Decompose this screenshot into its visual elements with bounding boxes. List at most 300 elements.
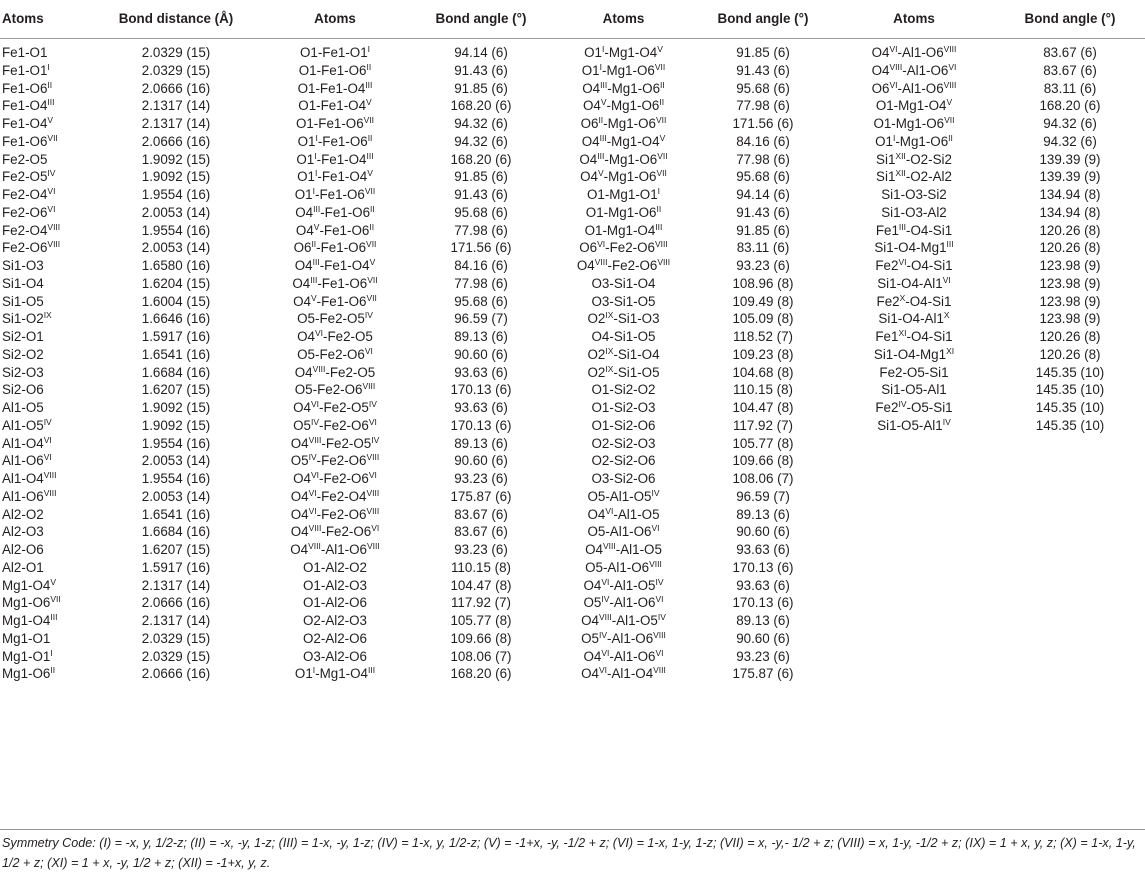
- cell-angle-value-a: 95.68 (6): [454, 204, 508, 220]
- cell-bond-distance: 2.0053 (14): [141, 453, 211, 469]
- cell-angle-value-a: 170.13 (6): [450, 417, 512, 433]
- cell-angle-atoms-a: $O4^{VI}-Fe2-O6^{VI}$: [293, 470, 377, 486]
- cell-bond-atoms: Fe2-O5: [2, 151, 48, 167]
- cell-angle-atoms-a: $O1^I-Mg1-O4^{III}$: [294, 665, 376, 682]
- cell-bond-distance: 2.0329 (15): [141, 630, 211, 646]
- cell-angle-value-c: 145.35 (10): [1035, 417, 1105, 433]
- cell-angle-atoms-a: $O1^I-Fe1-O4^V$: [297, 168, 373, 185]
- table-body: [0, 39, 1145, 684]
- cell-angle-value-b: 91.43 (6): [736, 62, 790, 78]
- table-row: [0, 97, 1145, 115]
- cell-angle-value-c: [995, 630, 1145, 648]
- cell-angle-value-b: 170.13 (6): [732, 595, 794, 611]
- header-atoms-1: Atoms: [0, 0, 90, 39]
- cell-bond-atoms: Al2-O2: [2, 506, 44, 522]
- cell-angle-atoms-b: $O5^{IV}-Al1-O6^{VIII}$: [581, 629, 666, 646]
- cell-angle-atoms-b: O3-Si1-O5: [591, 293, 656, 309]
- cell-angle-atoms-b: $O2^{IX}-Si1-O3$: [587, 310, 660, 327]
- cell-angle-value-c: [995, 612, 1145, 630]
- cell-angle-value-b: 93.63 (6): [736, 542, 790, 557]
- table-row: [0, 62, 1145, 80]
- cell-angle-atoms-b: $O1^I-Mg1-O6^{VII}$: [581, 61, 666, 78]
- table-row: [0, 275, 1145, 293]
- cell-angle-value-c: 83.67 (6): [1043, 45, 1097, 60]
- cell-angle-atoms-a: O1-Al2-O2: [303, 559, 367, 575]
- cell-angle-atoms-a: $O1-Fe1-O4^V$: [298, 97, 372, 114]
- cell-angle-value-a: 91.85 (6): [454, 80, 508, 96]
- cell-angle-value-a: 91.43 (6): [454, 62, 508, 78]
- cell-bond-distance: 1.9092 (15): [141, 169, 211, 185]
- cell-angle-value-a: 96.59 (7): [454, 311, 508, 327]
- cell-angle-atoms-a: O2-Al2-O6: [303, 630, 367, 646]
- cell-angle-value-a: 89.13 (6): [454, 435, 508, 451]
- cell-angle-atoms-a: $O4^{III}-Fe1-O4^V$: [294, 257, 376, 273]
- cell-bond-distance: 1.5917 (16): [141, 559, 211, 575]
- cell-angle-value-a: 93.23 (6): [454, 542, 508, 557]
- cell-angle-value-b: 110.15 (8): [732, 382, 794, 398]
- cell-bond-distance: 2.0666 (16): [141, 666, 211, 682]
- cell-angle-atoms-b: $O4^V-Mg1-O6^{VII}$: [580, 168, 667, 185]
- cell-bond-distance: 1.9554 (16): [141, 471, 211, 486]
- cell-angle-atoms-b: O1-Si2-O3: [591, 400, 656, 415]
- cell-angle-value-a: 94.32 (6): [454, 116, 508, 131]
- table-row: [0, 293, 1145, 311]
- cell-bond-distance: 1.6684 (16): [141, 364, 211, 380]
- cell-angle-atoms-c: Si1-O3-Al2: [881, 204, 947, 220]
- cell-angle-value-c: 168.20 (6): [1039, 98, 1101, 114]
- table-row: [0, 665, 1145, 683]
- cell-angle-value-c: 145.35 (10): [1035, 400, 1105, 415]
- cell-angle-atoms-b: $O4^{VIII}-Al1-O5^{IV}$: [581, 612, 666, 628]
- cell-angle-atoms-b: $O4^{III}-Mg1-O6^{VII}$: [579, 150, 668, 167]
- cell-bond-atoms: $Mg1-O6^{VII}$: [2, 594, 61, 611]
- cell-bond-atoms: $Mg1-O6^{II}$: [2, 665, 56, 682]
- cell-bond-distance: 2.0329 (15): [141, 62, 211, 78]
- header-atoms-2: Atoms: [262, 0, 408, 39]
- table-row: [0, 151, 1145, 169]
- cell-bond-atoms: $Fe1-O6^{VII}$: [2, 132, 58, 149]
- cell-angle-atoms-a: $O5-Fe2-O6^{VIII}$: [294, 381, 376, 398]
- cell-angle-value-a: 90.60 (6): [454, 346, 508, 362]
- table-row: [0, 630, 1145, 648]
- cell-angle-value-b: 175.87 (6): [732, 666, 794, 682]
- cell-angle-value-a: 83.67 (6): [454, 524, 508, 540]
- cell-angle-atoms-b: $O6^{VI}-Fe2-O6^{VIII}$: [579, 239, 668, 256]
- cell-angle-value-b: 91.85 (6): [736, 45, 790, 60]
- cell-angle-value-c: 83.11 (6): [1043, 80, 1097, 96]
- cell-angle-value-c: 134.94 (8): [1039, 204, 1101, 220]
- cell-bond-distance: 1.6541 (16): [141, 346, 211, 362]
- cell-angle-atoms-b: $O6^{II}-Mg1-O6^{VII}$: [580, 115, 667, 131]
- cell-angle-atoms-c: [833, 452, 995, 470]
- table-row: [0, 168, 1145, 186]
- cell-angle-atoms-c: $Fe1^{XI}-O4-Si1$: [875, 328, 953, 344]
- cell-angle-value-c: 120.26 (8): [1039, 329, 1101, 344]
- cell-bond-atoms: $Fe1-O1^I$: [2, 61, 50, 78]
- cell-angle-value-c: [995, 435, 1145, 453]
- footer-divider: [0, 829, 1145, 830]
- cell-angle-value-b: 95.68 (6): [736, 169, 790, 185]
- cell-angle-value-b: 93.63 (6): [736, 577, 790, 593]
- cell-bond-distance: 2.0053 (14): [141, 204, 211, 220]
- cell-angle-atoms-a: $O4^{III}-Fe1-O6^{II}$: [295, 203, 375, 220]
- cell-angle-value-c: 120.26 (8): [1039, 222, 1101, 238]
- cell-angle-value-a: 94.32 (6): [454, 133, 508, 149]
- cell-angle-atoms-b: O3-Si2-O6: [591, 471, 656, 486]
- cell-angle-value-a: 95.68 (6): [454, 293, 508, 309]
- cell-bond-distance: 1.6207 (15): [141, 382, 211, 398]
- cell-angle-value-a: 89.13 (6): [454, 329, 508, 344]
- cell-angle-value-c: 139.39 (9): [1039, 151, 1101, 167]
- cell-angle-value-b: 91.43 (6): [736, 204, 790, 220]
- cell-angle-value-b: 170.13 (6): [732, 559, 794, 575]
- cell-bond-atoms: $Fe2-O6^{VIII}$: [2, 239, 61, 256]
- cell-angle-atoms-c: [833, 612, 995, 630]
- cell-angle-value-a: 93.63 (6): [454, 400, 508, 415]
- cell-angle-atoms-c: $Fe2^X-O4-Si1$: [876, 292, 952, 309]
- cell-angle-atoms-a: $O4^{VIII}-Fe2-O6^{VI}$: [290, 523, 380, 540]
- cell-angle-atoms-a: $O4^V-Fe1-O6^{II}$: [295, 221, 375, 238]
- table-header: [0, 0, 1145, 39]
- table-row: [0, 310, 1145, 328]
- cell-bond-atoms: $Fe1-O6^{II}$: [2, 79, 53, 96]
- cell-angle-value-a: 170.13 (6): [450, 382, 512, 398]
- cell-angle-atoms-c: [833, 594, 995, 612]
- cell-angle-value-b: 105.77 (8): [732, 435, 794, 451]
- cell-bond-distance: 2.0053 (14): [141, 488, 211, 504]
- cell-angle-value-a: 77.98 (6): [454, 275, 508, 291]
- cell-bond-atoms: $Fe2-O4^{VIII}$: [2, 221, 61, 238]
- cell-bond-distance: 2.1317 (14): [141, 116, 211, 131]
- cell-angle-value-b: 105.09 (8): [732, 311, 794, 327]
- cell-bond-atoms: Al2-O1: [2, 559, 44, 575]
- cell-angle-atoms-b: $O4^{VI}-Al1-O6^{VI}$: [583, 647, 664, 664]
- cell-angle-value-b: 109.66 (8): [732, 453, 794, 469]
- table-row: [0, 399, 1145, 417]
- cell-angle-atoms-a: $O1-Fe1-O6^{VII}$: [295, 115, 375, 131]
- cell-bond-distance: 1.9554 (16): [141, 222, 211, 238]
- cell-bond-distance: 1.6646 (16): [141, 311, 211, 327]
- cell-bond-atoms: $Al1-O6^{VI}$: [2, 452, 52, 469]
- cell-bond-atoms: Si2-O1: [2, 329, 44, 344]
- cell-angle-atoms-b: $O4^V-Mg1-O6^{II}$: [582, 97, 665, 114]
- cell-angle-value-b: 93.23 (6): [736, 258, 790, 273]
- cell-angle-atoms-a: $O4^{III}-Fe1-O6^{VII}$: [292, 274, 378, 291]
- cell-angle-atoms-a: $O1-Fe1-O1^I$: [299, 44, 371, 60]
- cell-angle-atoms-a: O2-Al2-O3: [303, 613, 367, 628]
- cell-angle-value-b: 91.85 (6): [736, 222, 790, 238]
- cell-angle-atoms-c: $O6^{VI}-Al1-O6^{VIII}$: [871, 79, 957, 96]
- cell-bond-distance: 1.6004 (15): [141, 293, 211, 309]
- cell-angle-atoms-b: $O1-Mg1-O1^I$: [586, 186, 661, 202]
- cell-angle-atoms-b: $O4^{III}-Mg1-O4^V$: [581, 132, 666, 149]
- cell-bond-atoms: Mg1-O1: [2, 630, 51, 646]
- table-row: [0, 346, 1145, 364]
- cell-bond-distance: 2.0666 (16): [141, 595, 211, 611]
- header-bond-distance: Bond distance (Å): [90, 0, 262, 39]
- cell-angle-atoms-c: $Si1-O4-Al1^{VI}$: [877, 274, 951, 291]
- cell-angle-atoms-b: $O4^{VIII}-Al1-O5$: [585, 541, 662, 557]
- cell-angle-value-b: 90.60 (6): [736, 524, 790, 540]
- cell-angle-value-a: 91.85 (6): [454, 169, 508, 185]
- table-row: [0, 523, 1145, 541]
- cell-angle-atoms-a: O1-Al2-O3: [303, 577, 367, 593]
- cell-bond-atoms: $Al1-O4^{VIII}$: [2, 470, 57, 486]
- cell-angle-atoms-b: O1-Si2-O2: [591, 382, 656, 398]
- cell-angle-atoms-c: $O1-Mg1-O4^V$: [875, 97, 953, 114]
- cell-bond-distance: 1.6580 (16): [141, 258, 211, 273]
- cell-angle-atoms-c: [833, 665, 995, 683]
- table-row: [0, 594, 1145, 612]
- cell-bond-atoms: Fe1-O1: [2, 45, 48, 60]
- cell-angle-value-b: 83.11 (6): [736, 240, 790, 256]
- cell-angle-atoms-c: $Si1-O4-Al1^X$: [878, 310, 950, 327]
- cell-angle-value-c: 139.39 (9): [1039, 169, 1101, 185]
- cell-bond-atoms: $Fe1-O4^V$: [2, 115, 54, 131]
- cell-angle-atoms-c: $Si1-O4-Mg1^{XI}$: [873, 345, 955, 362]
- cell-angle-value-c: [995, 577, 1145, 595]
- cell-angle-atoms-c: $Si1^{XII}-O2-Al2$: [876, 168, 952, 185]
- cell-angle-value-c: 94.32 (6): [1043, 133, 1097, 149]
- cell-bond-atoms: Si2-O6: [2, 382, 44, 398]
- cell-angle-value-c: 123.98 (9): [1039, 275, 1101, 291]
- cell-angle-atoms-a: $O5-Fe2-O6^{VI}$: [297, 345, 373, 362]
- cell-angle-value-c: [995, 559, 1145, 577]
- table-row: [0, 204, 1145, 222]
- cell-bond-atoms: Si2-O2: [2, 346, 44, 362]
- cell-angle-atoms-c: [833, 435, 995, 453]
- cell-angle-atoms-a: O1-Al2-O6: [303, 595, 367, 611]
- cell-angle-atoms-b: O4-Si1-O5: [591, 329, 656, 344]
- cell-bond-atoms: $Si1-O2^{IX}$: [2, 310, 52, 327]
- cell-angle-atoms-b: $O4^{VIII}-Fe2-O6^{VIII}$: [576, 257, 671, 273]
- cell-angle-atoms-b: $O5^{IV}-Al1-O6^{VI}$: [583, 594, 664, 611]
- cell-angle-value-a: 84.16 (6): [454, 258, 508, 273]
- cell-angle-atoms-a: $O4^{VI}-Fe2-O5$: [297, 328, 373, 344]
- cell-bond-distance: 1.9092 (15): [141, 151, 211, 167]
- cell-angle-atoms-b: $O5-Al1-O6^{VI}$: [587, 523, 660, 540]
- cell-angle-atoms-a: $O1^I-Fe1-O4^{III}$: [296, 150, 374, 167]
- cell-angle-value-a: 110.15 (8): [450, 559, 512, 575]
- cell-angle-value-c: 83.67 (6): [1043, 62, 1097, 78]
- header-bond-angle-2: Bond angle (°): [693, 0, 833, 39]
- cell-angle-atoms-c: $O1-Mg1-O6^{VII}$: [873, 115, 955, 131]
- cell-angle-atoms-b: $O5-Al1-O6^{VIII}$: [585, 558, 662, 575]
- cell-angle-atoms-c: [833, 577, 995, 595]
- table-row: [0, 133, 1145, 151]
- cell-angle-atoms-a: $O5^{IV}-Fe2-O6^{VIII}$: [290, 452, 380, 469]
- cell-angle-value-b: 77.98 (6): [736, 98, 790, 114]
- cell-bond-distance: 1.9092 (15): [141, 417, 211, 433]
- cell-angle-atoms-a: O3-Al2-O6: [303, 648, 367, 664]
- cell-bond-atoms: $Fe2-O6^{VI}$: [2, 203, 56, 220]
- cell-angle-value-c: 120.26 (8): [1039, 346, 1101, 362]
- cell-bond-distance: 2.0329 (15): [141, 45, 211, 60]
- cell-angle-value-c: 123.98 (9): [1039, 311, 1101, 327]
- cell-angle-value-b: 108.96 (8): [732, 275, 794, 291]
- cell-angle-value-b: 104.47 (8): [732, 400, 794, 415]
- cell-angle-atoms-c: $Si1-O4-Mg1^{III}$: [874, 239, 954, 256]
- cell-angle-value-a: 93.63 (6): [454, 364, 508, 380]
- cell-angle-value-c: [995, 523, 1145, 541]
- cell-angle-atoms-b: O2-Si2-O3: [591, 435, 656, 451]
- cell-bond-atoms: Al2-O6: [2, 542, 44, 557]
- cell-angle-atoms-b: $O4^{VI}-Al1-O4^{VIII}$: [581, 665, 666, 682]
- cell-bond-atoms: Si1-O3: [2, 258, 44, 273]
- table-row: [0, 452, 1145, 470]
- cell-angle-atoms-a: $O6^{II}-Fe1-O6^{VII}$: [293, 239, 377, 256]
- header-atoms-3: Atoms: [554, 0, 693, 39]
- table-row: [0, 577, 1145, 595]
- cell-angle-value-b: 118.52 (7): [732, 329, 794, 344]
- cell-angle-value-a: 83.67 (6): [454, 506, 508, 522]
- cell-angle-atoms-b: $O4^{III}-Mg1-O6^{II}$: [582, 79, 665, 96]
- cell-angle-value-c: [995, 488, 1145, 506]
- cell-bond-distance: 2.0329 (15): [141, 648, 211, 664]
- cell-bond-atoms: Si2-O3: [2, 364, 44, 380]
- cell-angle-value-b: 93.23 (6): [736, 648, 790, 664]
- cell-bond-atoms: $Fe1-O4^{III}$: [2, 97, 55, 114]
- symmetry-footnote: Symmetry Code: (I) = -x, y, 1/2-z; (II) = -x, -y, 1-z; (III) = 1-x, -y, 1-z; (IV) = 1-x, y, 1/2-z; (V) = -1+x, -y, -1/2 + z; (VI) = 1-x, 1-y, 1-z; (VII) = x, -y,- 1/2 + z; (VIII) = x, 1-y, -1/2 + z; (IX) = 1 + x, y, z; (X) = 1-x, 1-y, 1/2 + z; (XI) = 1 + x, -y, 1/2 + z; (XII) = -1+x, y, z.: [2, 836, 1136, 870]
- cell-angle-atoms-b: $O2^{IX}-Si1-O4$: [587, 345, 660, 362]
- cell-angle-atoms-a: $O5-Fe2-O5^{IV}$: [297, 310, 373, 327]
- cell-angle-atoms-a: $O1-Fe1-O6^{II}$: [298, 61, 372, 78]
- cell-angle-value-a: 77.98 (6): [454, 222, 508, 238]
- cell-angle-value-b: 109.49 (8): [732, 293, 794, 309]
- table-row: [0, 506, 1145, 524]
- cell-angle-value-a: 168.20 (6): [450, 666, 512, 682]
- cell-angle-value-c: [995, 594, 1145, 612]
- cell-angle-atoms-a: $O4^{VIII}-Fe2-O5$: [294, 363, 376, 380]
- cell-angle-value-b: 104.68 (8): [732, 364, 794, 380]
- table-row: [0, 648, 1145, 666]
- cell-angle-value-c: 134.94 (8): [1039, 187, 1101, 202]
- cell-angle-value-b: 77.98 (6): [736, 151, 790, 167]
- cell-angle-atoms-c: [833, 470, 995, 488]
- cell-bond-distance: 2.1317 (14): [141, 577, 211, 593]
- cell-angle-value-a: 105.77 (8): [450, 613, 512, 628]
- cell-angle-atoms-b: $O2^{IX}-Si1-O5$: [587, 363, 660, 380]
- table-row: [0, 39, 1145, 62]
- cell-bond-atoms: Si1-O4: [2, 275, 44, 291]
- cell-bond-atoms: $Al1-O4^{VI}$: [2, 434, 52, 451]
- cell-bond-atoms: Al1-O5: [2, 400, 44, 415]
- cell-angle-value-b: 108.06 (7): [732, 471, 794, 486]
- cell-angle-value-a: 175.87 (6): [450, 488, 512, 504]
- cell-angle-value-b: 171.56 (6): [732, 116, 794, 131]
- cell-angle-atoms-a: $O4^{VI}-Fe2-O6^{VIII}$: [290, 505, 380, 522]
- cell-angle-value-c: 145.35 (10): [1035, 364, 1105, 380]
- cell-angle-atoms-a: $O4^{VIII}-Fe2-O5^{IV}$: [290, 434, 380, 451]
- cell-angle-atoms-c: [833, 541, 995, 559]
- cell-angle-atoms-b: $O4^{VI}-Al1-O5$: [587, 505, 660, 522]
- cell-angle-value-b: 95.68 (6): [736, 80, 790, 96]
- cell-angle-atoms-c: [833, 488, 995, 506]
- header-row: [0, 0, 1145, 39]
- cell-bond-atoms: Al2-O3: [2, 524, 44, 540]
- cell-angle-value-c: 94.32 (6): [1043, 116, 1097, 131]
- cell-angle-value-a: 108.06 (7): [450, 648, 512, 664]
- cell-angle-atoms-c: Fe2-O5-Si1: [879, 364, 949, 380]
- cell-bond-distance: 1.6204 (15): [141, 275, 211, 291]
- cell-bond-distance: 1.6684 (16): [141, 524, 211, 540]
- cell-angle-atoms-c: $Si1^{XII}-O2-Si2$: [876, 150, 952, 167]
- cell-angle-atoms-a: $O4^{VI}-Fe2-O5^{IV}$: [293, 399, 377, 415]
- cell-bond-distance: 1.6541 (16): [141, 506, 211, 522]
- cell-angle-atoms-b: $O4^{VI}-Al1-O5^{IV}$: [583, 576, 664, 593]
- cell-angle-value-c: [995, 541, 1145, 559]
- cell-angle-atoms-a: $O4^V-Fe1-O6^{VII}$: [293, 292, 377, 309]
- cell-angle-atoms-c: $Fe2^{VI}-O4-Si1$: [875, 257, 953, 273]
- cell-bond-atoms: Si1-O5: [2, 293, 44, 309]
- cell-angle-value-a: 91.43 (6): [454, 187, 508, 202]
- table-row: [0, 257, 1145, 275]
- cell-angle-atoms-b: $O5-Al1-O5^{IV}$: [587, 487, 660, 504]
- header-bond-angle-3: Bond angle (°): [995, 0, 1145, 39]
- cell-angle-value-a: 168.20 (6): [450, 151, 512, 167]
- cell-bond-distance: 2.0666 (16): [141, 133, 211, 149]
- table-row: [0, 435, 1145, 453]
- table-row: [0, 115, 1145, 133]
- header-atoms-4: Atoms: [833, 0, 995, 39]
- cell-bond-atoms: $Al1-O5^{IV}$: [2, 416, 52, 433]
- cell-angle-value-b: 117.92 (7): [732, 417, 794, 433]
- cell-bond-atoms: $Al1-O6^{VIII}$: [2, 487, 57, 504]
- cell-angle-atoms-c: $Si1-O5-Al1^{IV}$: [877, 416, 951, 433]
- cell-angle-atoms-b: O3-Si1-O4: [591, 275, 656, 291]
- cell-angle-value-a: 109.66 (8): [450, 630, 512, 646]
- cell-bond-distance: 2.1317 (14): [141, 98, 211, 114]
- cell-bond-distance: 2.1317 (14): [141, 613, 211, 628]
- table-row: [0, 186, 1145, 204]
- cell-angle-value-b: 94.14 (6): [736, 187, 790, 202]
- cell-angle-atoms-c: [833, 506, 995, 524]
- cell-bond-distance: 1.9554 (16): [141, 187, 211, 202]
- cell-angle-atoms-c: [833, 523, 995, 541]
- cell-angle-value-a: 168.20 (6): [450, 98, 512, 114]
- cell-bond-atoms: $Fe2-O5^{IV}$: [2, 168, 56, 185]
- cell-angle-value-c: 123.98 (9): [1039, 258, 1101, 273]
- table-row: [0, 417, 1145, 435]
- table-row: [0, 488, 1145, 506]
- cell-angle-atoms-a: $O1^I-Fe1-O6^{II}$: [297, 132, 373, 149]
- cell-angle-value-b: 90.60 (6): [736, 630, 790, 646]
- cell-angle-value-c: [995, 470, 1145, 488]
- cell-angle-value-c: 145.35 (10): [1035, 382, 1105, 398]
- cell-angle-value-a: 171.56 (6): [450, 240, 512, 256]
- table-row: [0, 364, 1145, 382]
- cell-angle-atoms-a: $O1-Fe1-O4^{III}$: [297, 79, 373, 96]
- table-row: [0, 328, 1145, 346]
- cell-angle-atoms-a: $O4^{VIII}-Al1-O6^{VIII}$: [290, 541, 380, 557]
- cell-angle-atoms-c: $Fe2^{IV}-O5-Si1$: [875, 399, 953, 415]
- cell-angle-value-c: 123.98 (9): [1039, 293, 1101, 309]
- cell-angle-atoms-c: [833, 630, 995, 648]
- table-row: [0, 541, 1145, 559]
- cell-bond-distance: 2.0666 (16): [141, 80, 211, 96]
- cell-bond-atoms: $Fe2-O4^{VI}$: [2, 186, 56, 202]
- cell-angle-value-a: 117.92 (7): [450, 595, 512, 611]
- header-bond-angle-1: Bond angle (°): [408, 0, 554, 39]
- cell-bond-distance: 1.5917 (16): [141, 329, 211, 344]
- table-row: [0, 239, 1145, 257]
- cell-angle-atoms-c: $O4^{VIII}-Al1-O6^{VI}$: [871, 61, 957, 78]
- table-row: [0, 559, 1145, 577]
- cell-bond-atoms: $Mg1-O4^{III}$: [2, 612, 58, 628]
- cell-angle-atoms-a: $O1^I-Fe1-O6^{VII}$: [294, 186, 376, 202]
- cell-angle-atoms-b: O2-Si2-O6: [591, 453, 656, 469]
- cell-angle-value-b: 89.13 (6): [736, 613, 790, 628]
